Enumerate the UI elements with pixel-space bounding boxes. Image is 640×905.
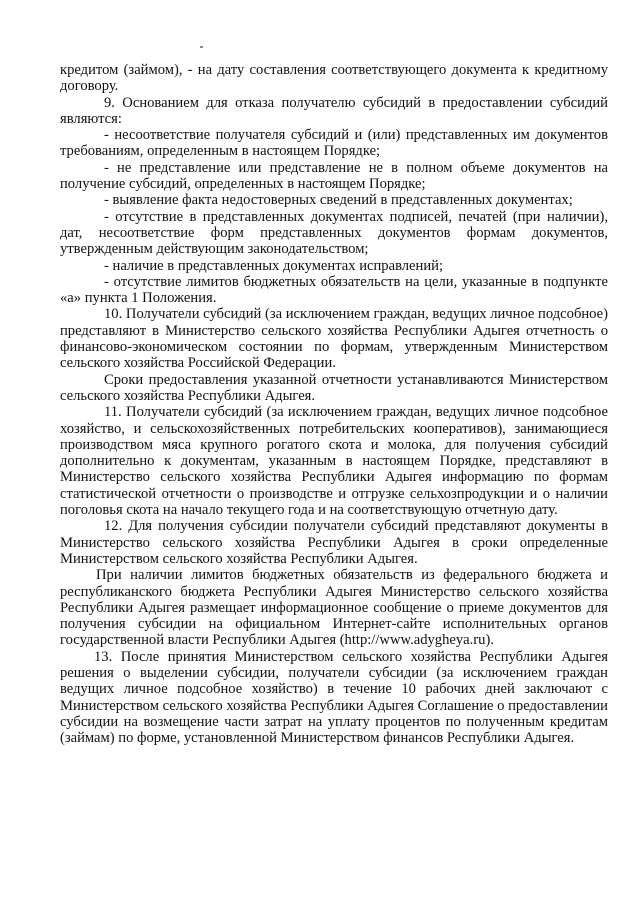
paragraph-9-heading: 9. Основанием для отказа получателю субсидий в предоставлении субсидий являются:	[60, 94, 608, 127]
paragraph-10: 10. Получатели субсидий (за исключением граждан, ведущих личное подсобное) представляют в Министерство сельского хозяйства Республики Адыгея отчетность о финансово-экономическом состоянии по формам, утвержденным Министерством сельского хозяйства Российской Федерации.	[60, 306, 608, 372]
list-item-no-budget-limits: - отсутствие лимитов бюджетных обязательств на цели, указанные в подпункте «а» пункта 1 Положения.	[60, 273, 608, 307]
list-item-false-information: - выявление факта недостоверных сведений в представленных документах;	[104, 192, 573, 209]
paragraph-12: 12. Для получения субсидии получатели субсидий представляют документы в Министерство сельского хозяйства Республики Адыгея в сроки определенные Министерством сельского хозяйства Республики Адыгея.	[60, 518, 608, 567]
list-item-missing-signatures: - отсутствие в представленных документах подписей, печатей (при наличии), дат, несоответствие форм представленных документов формам документов, утвержденным действующим законодательством;	[60, 208, 608, 258]
list-item-incomplete-documents: - не представление или представление не в полном объеме документов на получение субсидий, определенных в настоящем Порядке;	[60, 159, 608, 193]
paragraph-13: 13. После принятия Министерством сельского хозяйства Республики Адыгея решения о выделении субсидии, получатели субсидии (за исключением граждан ведущих личное подсобное хозяйство) в течение 10 рабочих дней заключают с Министерством сельского хозяйства Республики Адыгея Соглашение о предоставлении субсидии на возмещение части затрат на уплату процентов по полученным кредитам (займам) по форме, установленной Министерством финансов Республики Адыгея.	[60, 648, 608, 747]
paragraph-reporting-deadlines: Сроки предоставления указанной отчетности устанавливаются Министерством сельского хозяйства Республики Адыгея.	[60, 371, 608, 404]
scan-speck	[200, 46, 203, 48]
list-item-corrections: - наличие в представленных документах исправлений;	[104, 257, 444, 274]
paragraph-11: 11. Получатели субсидий (за исключением граждан, ведущих личное подсобное хозяйство, и сельскохозяйственных потребительских кооперативов), занимающиеся производством мяса крупного рогатого скота и молока, для получения субсидий дополнительно к документам, указанным в настоящем Порядке, представляют в Министерство сельского хозяйства Республики Адыгея информацию по формам статистической отчетности о производстве и отгрузке сельхозпродукции и о наличии поголовья скота на начало текущего года и на соответствующую отчетную дату.	[60, 404, 608, 519]
paragraph-budget-limits-notice: При наличии лимитов бюджетных обязательств из федерального бюджета и республиканского бюджета Республики Адыгея Министерство сельского хозяйства Республики Адыгея размещает информационное сообщение о приеме документов для получения субсидии на официальном Интернет-сайте исполнительных органов государственной власти Республики Адыгея (http://www.adygheya.ru).	[60, 567, 608, 649]
paragraph-credit-date: кредитом (займом), - на дату составления соответствующего документа к кредитному договору.	[60, 62, 608, 95]
document-page	[60, 62, 608, 746]
list-item-noncompliance: - несоответствие получателя субсидий и (или) представленных им документов требованиям, определенным в настоящем Порядке;	[60, 127, 608, 160]
